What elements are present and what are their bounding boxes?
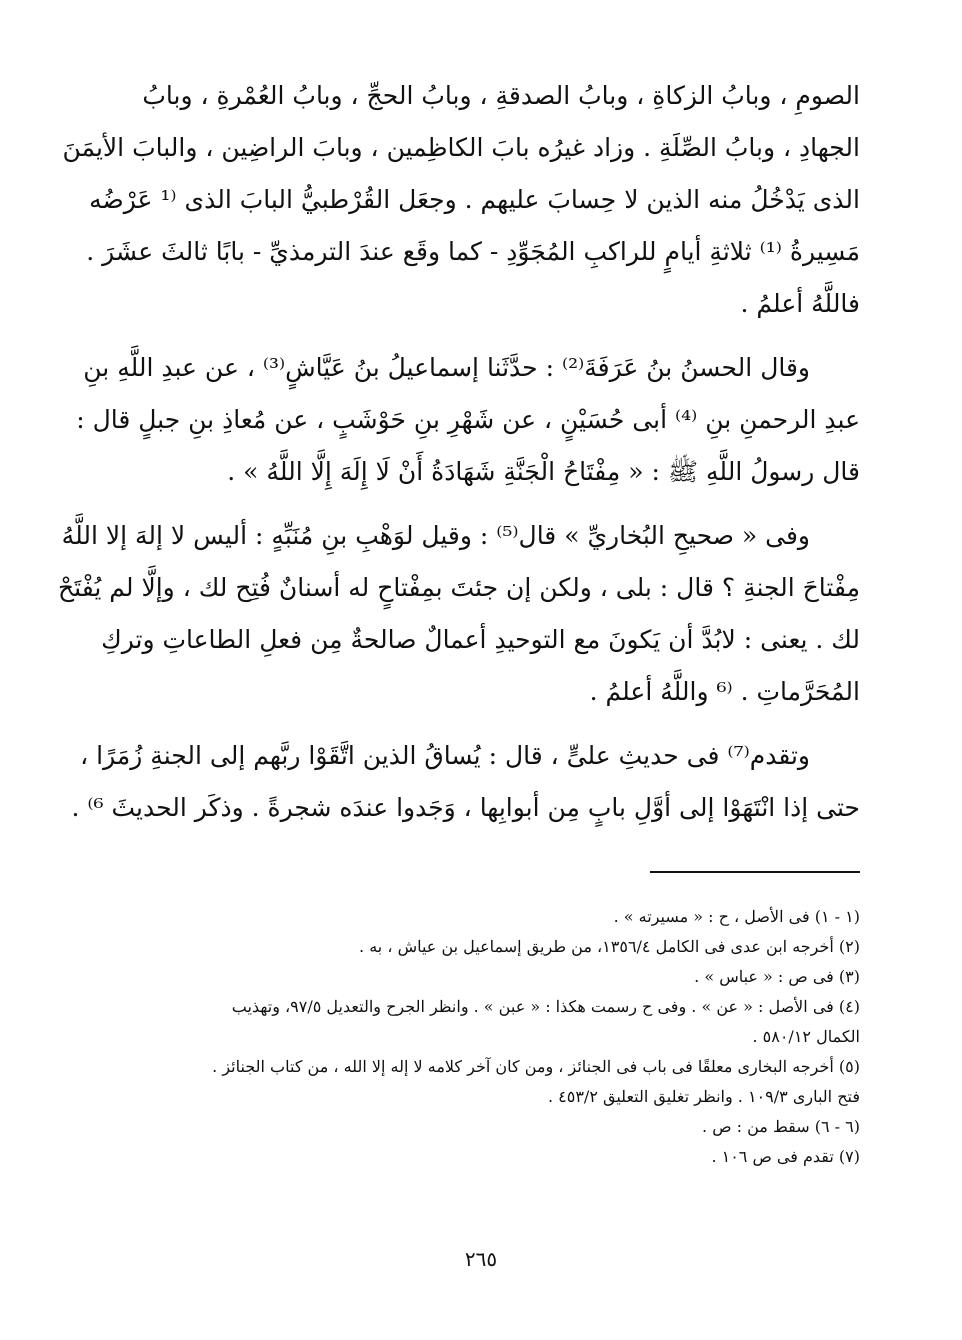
footnote-4 — [140, 992, 860, 1052]
text-line: الجهادِ ، وبابُ الصِّلَةِ . وزاد غيرُه بابَ الكاظِمين ، وبابَ الراضِين ، والبابَ الأيمَنَ — [62, 133, 860, 162]
text-line: وتقدم⁽⁷⁾ فى حديثِ علىٍّ ، قال : يُساقُ الذين اتَّقَوْا ربَّهم إلى الجنةِ زُمَرًا ، — [80, 741, 810, 770]
footnote-1 — [140, 902, 860, 932]
footnote-line: (٥) أخرجه البخارى معلقًا فى باب فى الجنائز ، ومن كان آخر كلامه لا إله إلا الله ، من كتاب الجنائز . — [212, 1057, 860, 1076]
text-line: وفى « صحيحِ البُخاريِّ » قال⁽⁵⁾ : وقيل لوَهْبِ بنِ مُنَبِّهٍ : أليس لا إلهَ إلا اللَّهُ — [61, 521, 810, 550]
footnote-7 — [140, 1142, 860, 1172]
footnote-separator — [650, 871, 860, 873]
footnote-2 — [140, 932, 860, 962]
footnote-line: (٦ - ٦) سقط من : ص . — [702, 1117, 860, 1136]
text-line: مَسِيرةُ ⁽¹⁾ ثلاثةِ أيامٍ للراكبِ المُجَوِّدِ - كما وقَع عندَ الترمذيِّ - بابًا ثالثَ عشَرَ . — [86, 237, 860, 266]
footnote-5 — [140, 1052, 860, 1112]
text-line: لك . يعنى : لابُدَّ أن يَكونَ مع التوحيدِ أعمالٌ صالحةٌ مِن فعلِ الطاعاتِ وتركِ — [101, 625, 860, 654]
footnote-line: الكمال ٥٨٠/١٢ . — [752, 1027, 860, 1046]
text-line: حتى إذا انْتَهَوْا إلى أوَّلِ بابٍ مِن أبوابِها ، وَجَدوا عندَه شجرةً . وذكَر الحديثَ ⁶⁾ . — [71, 793, 860, 822]
paragraph-3 — [58, 510, 860, 718]
footnote-3 — [140, 962, 860, 992]
text-line: المُحَرَّماتِ . ⁽⁶ واللَّهُ أعلمُ . — [589, 677, 860, 706]
main-text — [58, 70, 860, 834]
footnote-line: (٢) أخرجه ابن عدى فى الكامل ١٣٥٦/٤، من طريق إسماعيل بن عياش ، به . — [359, 937, 860, 956]
footnote-line: (٣) فى ص : « عباس » . — [694, 967, 860, 986]
paragraph-1 — [62, 70, 860, 330]
page-number: ٢٦٥ — [464, 1247, 498, 1271]
footnote-line: (٧) تقدم فى ص ١٠٦ . — [711, 1147, 860, 1166]
text-line: وقال الحسنُ بنُ عَرَفَةَ⁽²⁾ : حدَّثَنا إسماعيلُ بنُ عَيَّاشٍ⁽³⁾ ، عن عبدِ اللَّهِ بنِ — [83, 353, 810, 382]
paragraph-2 — [76, 342, 860, 498]
text-line: فاللَّهُ أعلمُ . — [740, 289, 860, 318]
footnote-line: فتح البارى ١٠٩/٣ . وانظر تغليق التعليق ٤٥٣/٢ . — [547, 1087, 860, 1106]
paragraph-4 — [71, 730, 860, 834]
footnote-6 — [140, 1112, 860, 1142]
text-line: عبدِ الرحمنِ بنِ ⁽⁴⁾ أبى حُسَيْنٍ ، عن شَهْرِ بنِ حَوْشَبٍ ، عن مُعاذِ بنِ جبلٍ قال : — [76, 405, 860, 434]
footnote-line: (١ - ١) فى الأصل ، ح : « مسيرته » . — [613, 907, 860, 926]
footnotes — [140, 902, 860, 1172]
text-line: الصومِ ، وبابُ الزكاةِ ، وبابُ الصدقةِ ، وبابُ الحجِّ ، وبابُ العُمْرةِ ، وبابُ — [142, 81, 860, 110]
footnote-line: (٤) فى الأصل : « عن » . وفى ح رسمت هكذا : « عبن » . وانظر الجرح والتعديل ٩٧/٥، وتهذيب — [231, 997, 860, 1016]
text-line: الذى يَدْخُلُ منه الذين لا حِسابَ عليهم . وجعَل القُرْطبيُّ البابَ الذى ⁽¹ عَرْضُه — [89, 185, 860, 214]
text-line: مِفْتاحَ الجنةِ ؟ قال : بلى ، ولكن إن جئتَ بمِفْتاحٍ له أسنانٌ فُتِح لك ، وإلَّا لم يُفْتَحْ — [58, 573, 860, 602]
text-line: قال رسولُ اللَّهِ ﷺ : « مِفْتَاحُ الْجَنَّةِ شَهَادَةُ أَنْ لَا إِلَهَ إِلَّا اللَّهُ » . — [227, 457, 860, 486]
